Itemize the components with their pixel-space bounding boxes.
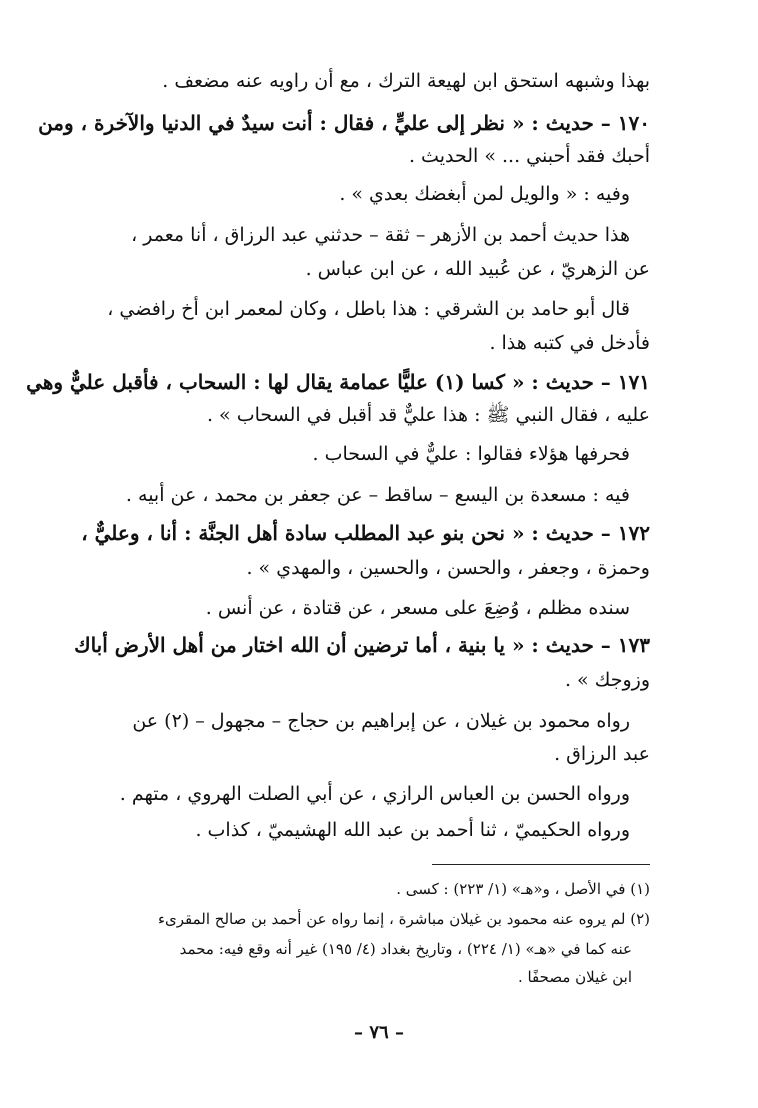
- text-line: فأدخل في كتبه هذا .: [489, 332, 650, 354]
- text-line: سنده مظلم ، وُضِعَ على مسعر ، عن قتادة ، عن أنس .: [205, 597, 630, 619]
- text-line: ورواه الحكيميّ ، ثنا أحمد بن عبد الله الهشيميّ ، كذاب .: [195, 819, 630, 841]
- page-number: – ٧٦ –: [354, 1022, 404, 1043]
- text-line: وزوجك » .: [564, 669, 650, 691]
- text-line: هذا حديث أحمد بن الأزهر – ثقة – حدثني عبد الرزاق ، أنا معمر ،: [131, 224, 630, 246]
- hadith-heading-171: ١٧١ – حديث : « كسا (١) عليًّا عمامة يقال لها : السحاب ، فأقبل عليٌّ وهي: [26, 370, 650, 394]
- footnote-2-continuation: ابن غيلان مصحفًا .: [517, 968, 632, 986]
- text-line: عليه ، فقال النبي ﷺ : هذا عليٌّ قد أقبل في السحاب » .: [206, 404, 650, 426]
- hadith-heading-172: ١٧٢ – حديث : « نحن بنو عبد المطلب سادة أهل الجنَّة : أنا ، وعليٌّ ،: [81, 521, 650, 545]
- text-line: قال أبو حامد بن الشرقي : هذا باطل ، وكان لمعمر ابن أخ رافضي ،: [107, 298, 630, 320]
- text-line: فيه : مسعدة بن اليسع – ساقط – عن جعفر بن محمد ، عن أبيه .: [125, 484, 630, 506]
- text-line: أحبك فقد أحبني ... » الحديث .: [408, 145, 650, 167]
- footnote-1: (١) في الأصل ، و«هـ» (١/ ٢٢٣) : كسى .: [396, 880, 650, 898]
- text-line: عن الزهريّ ، عن عُبيد الله ، عن ابن عباس .: [305, 258, 650, 280]
- text-line: بهذا وشبهه استحق ابن لهيعة الترك ، مع أن راويه عنه مضعف .: [162, 70, 650, 92]
- text-line: وفيه : « والويل لمن أبغضك بعدي » .: [339, 183, 630, 205]
- footnote-2: (٢) لم يروه عنه محمود بن غيلان مباشرة ، إنما رواه عن أحمد بن صالح المقرىء: [157, 910, 650, 928]
- footnote-separator: [432, 864, 650, 865]
- text-line: ورواه الحسن بن العباس الرازي ، عن أبي الصلت الهروي ، متهم .: [119, 783, 630, 805]
- text-line: رواه محمود بن غيلان ، عن إبراهيم بن حجاج – مجهول – (٢) عن: [132, 710, 630, 732]
- text-line: عبد الرزاق .: [554, 743, 650, 765]
- text-line: فحرفها هؤلاء فقالوا : عليٌّ في السحاب .: [312, 443, 630, 465]
- text-line: وحمزة ، وجعفر ، والحسن ، والحسين ، والمهدي » .: [246, 557, 650, 579]
- footnote-2-continuation: عنه كما في «هـ» (١/ ٢٢٤) ، وتاريخ بغداد (٤/ ١٩٥) غير أنه وقع فيه: محمد: [179, 940, 632, 958]
- hadith-heading-173: ١٧٣ – حديث : « يا بنية ، أما ترضين أن الله اختار من أهل الأرض أباك: [74, 633, 650, 657]
- hadith-heading-170: ١٧٠ – حديث : « نظر إلى عليٍّ ، فقال : أنت سيدٌ في الدنيا والآخرة ، ومن: [38, 111, 650, 135]
